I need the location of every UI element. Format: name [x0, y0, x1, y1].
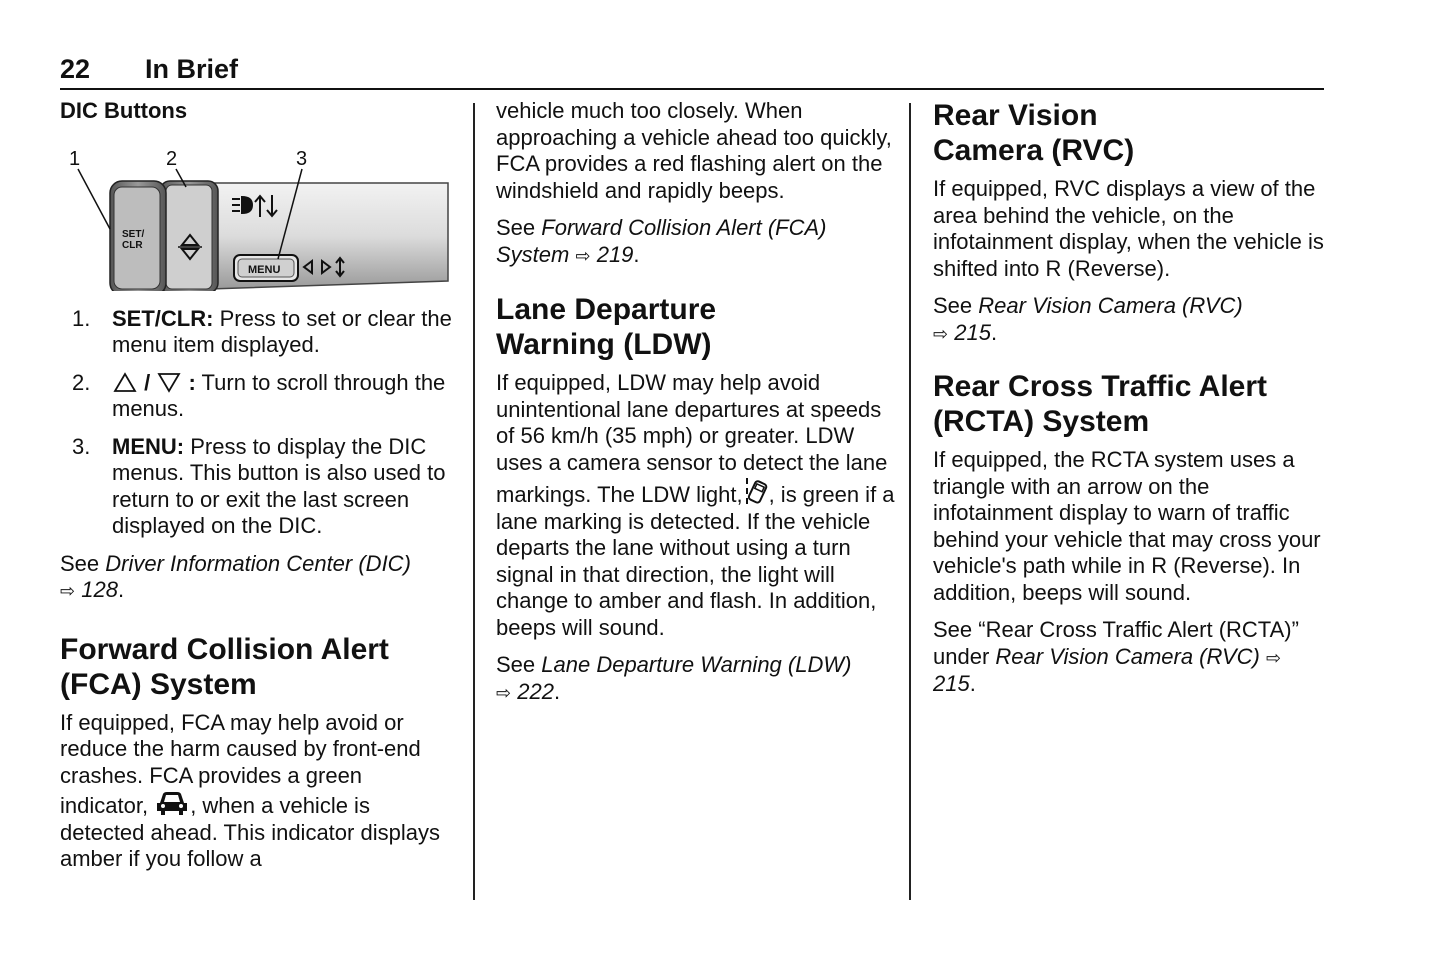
column-3	[933, 98, 1328, 698]
dic-buttons-figure	[60, 141, 455, 296]
ldw-paragraph: If equipped, LDW may help avoid unintentional lane departures at speeds of 56 km/h (35 mph) or greater. LDW uses a camera sensor to detect the lane markings. The LDW light, , is green if a lane marking is detected. If the vehicle departs the lane without using a turn signal in that direction, the light will change to amber and flash. In addition, beeps will sound.	[496, 370, 895, 640]
rcta-rvc-link[interactable]: Rear Vision Camera (RVC)	[995, 643, 1260, 669]
section-title: In Brief	[145, 54, 239, 84]
list-item: 2. / : Turn to scroll through the menus.	[72, 369, 446, 421]
rcta-paragraph: If equipped, the RCTA system uses a triangle with an arrow on the infotainment display to warn of traffic behind your vehicle that may cross your vehicle's path while in R (Reverse). In addition, beeps will sound.	[933, 447, 1321, 605]
stalk-illustration	[60, 141, 450, 291]
page-header	[60, 52, 1324, 90]
page-ref-arrow-icon: ⇨	[496, 682, 512, 703]
callout-1: 1	[69, 147, 81, 170]
page-ref-arrow-icon: ⇨	[1266, 647, 1282, 668]
setclr-label-line2: CLR	[122, 239, 143, 251]
menu-label: MENU	[248, 263, 281, 276]
ldw-heading: Lane Departure Warning (LDW)	[496, 293, 717, 361]
column-2	[496, 98, 896, 706]
up-triangle-icon	[112, 371, 138, 393]
see-dic-reference: See Driver Information Center (DIC) ⇨ 128.	[60, 550, 411, 602]
callout-2: 2	[166, 147, 178, 170]
lane-departure-icon	[743, 476, 769, 506]
rvc-link[interactable]: Rear Vision Camera (RVC)	[978, 293, 1243, 318]
callout-3: 3	[296, 147, 308, 170]
fca-link[interactable]: Forward Collision Alert (FCA) System	[496, 215, 827, 267]
fca-continued-paragraph: vehicle much too closely. When approaching a vehicle ahead too quickly, FCA provides a red flashing alert on the windshield and rapidly beeps.	[496, 98, 892, 203]
page-ref-arrow-icon: ⇨	[575, 245, 591, 266]
page-ref-arrow-icon: ⇨	[933, 323, 949, 344]
column-divider-1	[473, 103, 475, 900]
dic-button-list	[60, 306, 455, 540]
see-rcta-reference: See “Rear Cross Traffic Alert (RCTA)” under Rear Vision Camera (RVC) ⇨ 215.	[933, 617, 1299, 696]
fca-paragraph: If equipped, FCA may help avoid or reduce the harm caused by front-end crashes. FCA provides a green indicator, , when a vehicle is detected ahead. This indicator displays amber if you follow a	[60, 709, 440, 871]
dic-buttons-subhead: DIC Buttons	[60, 98, 188, 123]
setclr-label-line1: SET/	[122, 228, 145, 240]
dic-link[interactable]: Driver Information Center (DIC)	[105, 550, 411, 576]
rvc-heading: Rear Vision Camera (RVC)	[933, 99, 1135, 167]
rcta-heading: Rear Cross Traffic Alert (RCTA) System	[933, 370, 1268, 438]
fca-heading: Forward Collision Alert (FCA) System	[60, 632, 389, 701]
vehicle-ahead-icon	[154, 789, 190, 817]
page-number: 22	[60, 54, 91, 84]
column-1	[60, 98, 455, 873]
column-divider-2	[909, 103, 911, 900]
list-item: 3. MENU: Press to display the DIC menus. This button is also used to return to or exit the last screen displayed on the DIC.	[72, 433, 446, 538]
down-triangle-icon	[156, 371, 182, 393]
list-item: 1. SET/CLR: Press to set or clear the menu item displayed.	[72, 305, 452, 357]
see-rvc-reference: See Rear Vision Camera (RVC) ⇨ 215.	[933, 293, 1243, 345]
ldw-link[interactable]: Lane Departure Warning (LDW)	[541, 652, 852, 677]
rvc-paragraph: If equipped, RVC displays a view of the area behind the vehicle, on the infotainment display, when the vehicle is shifted into R (Reverse).	[933, 176, 1324, 281]
page-ref-arrow-icon: ⇨	[60, 581, 76, 601]
see-fca-reference: See Forward Collision Alert (FCA) System ⇨ 219.	[496, 215, 827, 267]
see-ldw-reference: See Lane Departure Warning (LDW) ⇨ 222.	[496, 652, 852, 704]
